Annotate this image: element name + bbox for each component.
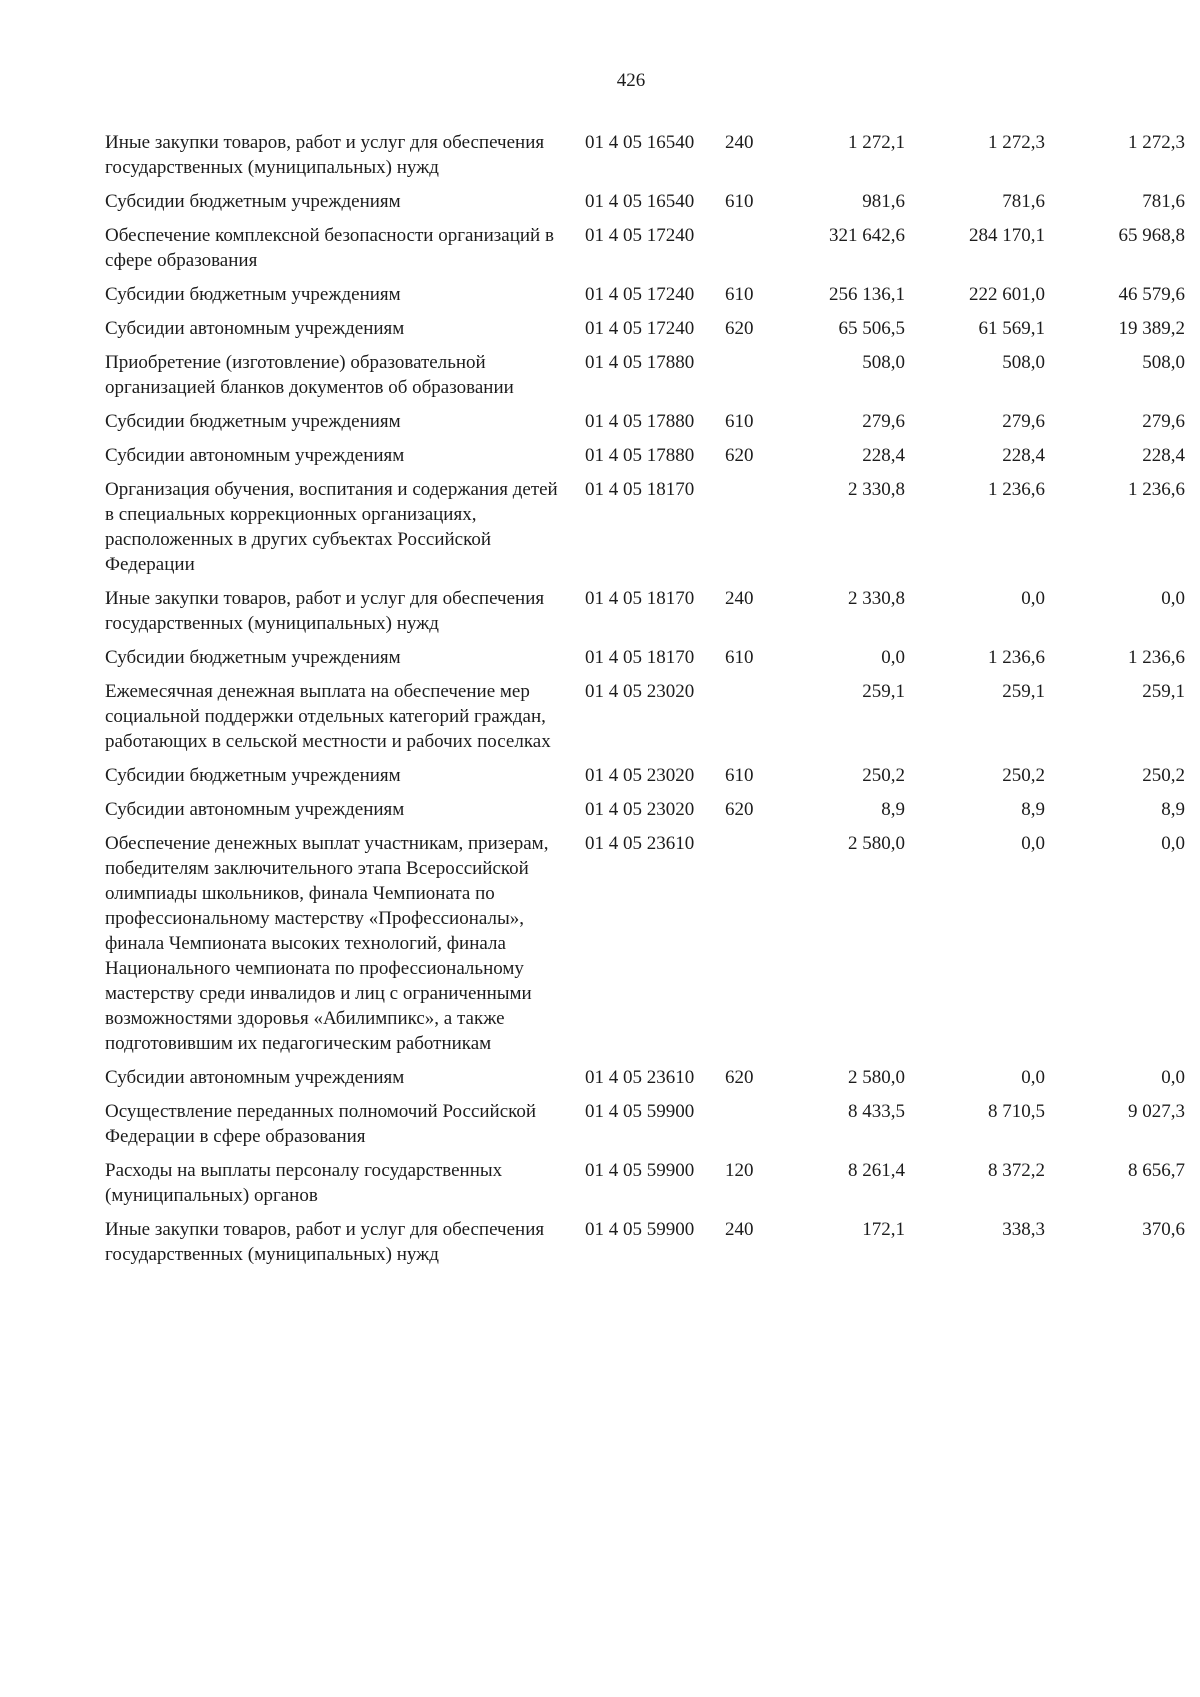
table-row — [105, 443, 1185, 477]
row-expense-type — [725, 350, 785, 409]
row-value-1: 172,1 — [862, 1219, 905, 1240]
row-value-3: 279,6 — [1142, 411, 1185, 432]
row-name: Субсидии автономным учреждениям — [105, 445, 405, 466]
table-row — [105, 409, 1185, 443]
row-expense-type — [725, 477, 785, 586]
row-value-2: 0,0 — [1021, 588, 1045, 609]
row-expense-type: 620 — [725, 1067, 754, 1088]
page-number: 426 — [616, 70, 646, 91]
row-code: 01 4 05 23020 — [585, 765, 695, 786]
row-expense-type: 620 — [725, 799, 754, 820]
row-code: 01 4 05 23610 — [585, 833, 695, 854]
table-row — [105, 831, 1185, 1065]
row-code: 01 4 05 17240 — [585, 284, 695, 305]
table-row — [105, 1158, 1185, 1217]
row-expense-type — [725, 223, 785, 282]
row-value-1: 8,9 — [881, 799, 905, 820]
row-value-1: 2 580,0 — [848, 833, 905, 854]
row-name: Иные закупки товаров, работ и услуг для обеспечения государственных (муниципальных) нужд — [105, 1219, 545, 1265]
row-code: 01 4 05 18170 — [585, 588, 695, 609]
row-value-1: 2 330,8 — [848, 588, 905, 609]
row-code: 01 4 05 59900 — [585, 1101, 695, 1122]
row-code: 01 4 05 23610 — [585, 1067, 695, 1088]
row-expense-type: 240 — [725, 1219, 754, 1240]
row-value-1: 2 330,8 — [848, 479, 905, 500]
row-code: 01 4 05 17880 — [585, 445, 695, 466]
row-expense-type: 610 — [725, 191, 754, 212]
row-name: Ежемесячная денежная выплата на обеспечение мер социальной поддержки отдельных категорий граждан, работающих в сельской местности и рабочих поселках — [105, 681, 551, 752]
row-name: Обеспечение комплексной безопасности организаций в сфере образования — [105, 225, 554, 271]
row-value-3: 1 236,6 — [1128, 647, 1185, 668]
table-row — [105, 586, 1185, 645]
row-name: Субсидии автономным учреждениям — [105, 318, 405, 339]
row-expense-type: 610 — [725, 411, 754, 432]
row-value-2: 8,9 — [1021, 799, 1045, 820]
table-row — [105, 1065, 1185, 1099]
row-value-2: 284 170,1 — [969, 225, 1045, 246]
table-row — [105, 679, 1185, 763]
row-value-1: 1 272,1 — [848, 132, 905, 153]
row-value-1: 321 642,6 — [829, 225, 905, 246]
row-value-1: 508,0 — [862, 352, 905, 373]
row-value-3: 0,0 — [1161, 833, 1185, 854]
table-row — [105, 645, 1185, 679]
row-code: 01 4 05 17880 — [585, 411, 695, 432]
row-name: Иные закупки товаров, работ и услуг для обеспечения государственных (муниципальных) нужд — [105, 132, 545, 178]
row-value-3: 0,0 — [1161, 588, 1185, 609]
table-row — [105, 282, 1185, 316]
row-value-2: 222 601,0 — [969, 284, 1045, 305]
table-row — [105, 763, 1185, 797]
row-value-2: 338,3 — [1002, 1219, 1045, 1240]
row-value-1: 981,6 — [862, 191, 905, 212]
row-expense-type: 610 — [725, 765, 754, 786]
budget-table — [105, 130, 1185, 1276]
row-expense-type — [725, 679, 785, 763]
row-value-3: 370,6 — [1142, 1219, 1185, 1240]
table-row — [105, 350, 1185, 409]
row-code: 01 4 05 59900 — [585, 1219, 695, 1240]
row-code: 01 4 05 17880 — [585, 352, 695, 373]
row-code: 01 4 05 17240 — [585, 225, 695, 246]
row-name: Расходы на выплаты персоналу государственных (муниципальных) органов — [105, 1160, 503, 1206]
row-expense-type: 240 — [725, 588, 754, 609]
table-row — [105, 477, 1185, 586]
row-value-1: 2 580,0 — [848, 1067, 905, 1088]
row-value-3: 19 389,2 — [1118, 318, 1185, 339]
row-value-2: 1 236,6 — [988, 647, 1045, 668]
row-value-3: 65 968,8 — [1118, 225, 1185, 246]
row-value-1: 259,1 — [862, 681, 905, 702]
row-value-2: 8 710,5 — [988, 1101, 1045, 1122]
row-value-1: 8 261,4 — [848, 1160, 905, 1181]
row-value-2: 279,6 — [1002, 411, 1045, 432]
row-value-1: 256 136,1 — [829, 284, 905, 305]
row-expense-type: 620 — [725, 318, 754, 339]
row-value-3: 250,2 — [1142, 765, 1185, 786]
row-name: Осуществление переданных полномочий Российской Федерации в сфере образования — [105, 1101, 537, 1147]
row-code: 01 4 05 16540 — [585, 132, 695, 153]
table-row — [105, 130, 1185, 189]
row-value-3: 259,1 — [1142, 681, 1185, 702]
row-value-1: 65 506,5 — [838, 318, 905, 339]
row-value-1: 8 433,5 — [848, 1101, 905, 1122]
row-name: Субсидии автономным учреждениям — [105, 1067, 405, 1088]
row-code: 01 4 05 23020 — [585, 799, 695, 820]
row-value-3: 8 656,7 — [1128, 1160, 1185, 1181]
row-code: 01 4 05 16540 — [585, 191, 695, 212]
row-name: Субсидии бюджетным учреждениям — [105, 284, 401, 305]
row-value-2: 0,0 — [1021, 833, 1045, 854]
row-name: Субсидии бюджетным учреждениям — [105, 647, 401, 668]
row-expense-type: 120 — [725, 1160, 754, 1181]
row-value-3: 0,0 — [1161, 1067, 1185, 1088]
row-name: Иные закупки товаров, работ и услуг для обеспечения государственных (муниципальных) нужд — [105, 588, 545, 634]
row-value-2: 508,0 — [1002, 352, 1045, 373]
row-code: 01 4 05 23020 — [585, 681, 695, 702]
row-value-2: 781,6 — [1002, 191, 1045, 212]
row-code: 01 4 05 18170 — [585, 647, 695, 668]
row-value-3: 781,6 — [1142, 191, 1185, 212]
table-row — [105, 223, 1185, 282]
table-row — [105, 1217, 1185, 1276]
row-name: Субсидии бюджетным учреждениям — [105, 765, 401, 786]
row-expense-type: 620 — [725, 445, 754, 466]
row-name: Обеспечение денежных выплат участникам, призерам, победителям заключительного этапа Всероссийской олимпиады школьников, финала Чемпионата по профессиональному мастерству «Профессионалы», финала Чемпионата высоких технологий, финала Национального чемпионата по профессиональному мастерству среди инвалидов и лиц с ограниченными возможностями здоровья «Абилимпикс», а также подготовившим их педагогическим работникам — [105, 833, 549, 1054]
table-row — [105, 189, 1185, 223]
row-expense-type: 610 — [725, 647, 754, 668]
row-value-1: 279,6 — [862, 411, 905, 432]
row-name: Субсидии бюджетным учреждениям — [105, 191, 401, 212]
row-value-3: 1 236,6 — [1128, 479, 1185, 500]
row-value-2: 259,1 — [1002, 681, 1045, 702]
row-value-3: 1 272,3 — [1128, 132, 1185, 153]
row-value-1: 0,0 — [881, 647, 905, 668]
table-row — [105, 1099, 1185, 1158]
row-expense-type: 610 — [725, 284, 754, 305]
row-value-3: 508,0 — [1142, 352, 1185, 373]
row-value-1: 250,2 — [862, 765, 905, 786]
row-name: Организация обучения, воспитания и содержания детей в специальных коррекционных организациях, расположенных в других субъектах Российской Федерации — [105, 479, 558, 575]
row-name: Субсидии бюджетным учреждениям — [105, 411, 401, 432]
row-expense-type — [725, 831, 785, 1065]
row-expense-type: 240 — [725, 132, 754, 153]
row-value-2: 228,4 — [1002, 445, 1045, 466]
row-value-3: 9 027,3 — [1128, 1101, 1185, 1122]
row-expense-type — [725, 1099, 785, 1158]
table-row — [105, 316, 1185, 350]
row-value-1: 228,4 — [862, 445, 905, 466]
row-value-3: 228,4 — [1142, 445, 1185, 466]
row-value-3: 8,9 — [1161, 799, 1185, 820]
row-value-2: 1 272,3 — [988, 132, 1045, 153]
row-value-2: 8 372,2 — [988, 1160, 1045, 1181]
row-code: 01 4 05 18170 — [585, 479, 695, 500]
row-name: Приобретение (изготовление) образовательной организацией бланков документов об образовании — [105, 352, 514, 398]
row-code: 01 4 05 17240 — [585, 318, 695, 339]
row-value-2: 61 569,1 — [978, 318, 1045, 339]
table-row — [105, 797, 1185, 831]
row-value-2: 250,2 — [1002, 765, 1045, 786]
row-code: 01 4 05 59900 — [585, 1160, 695, 1181]
row-name: Субсидии автономным учреждениям — [105, 799, 405, 820]
row-value-3: 46 579,6 — [1118, 284, 1185, 305]
row-value-2: 1 236,6 — [988, 479, 1045, 500]
row-value-2: 0,0 — [1021, 1067, 1045, 1088]
